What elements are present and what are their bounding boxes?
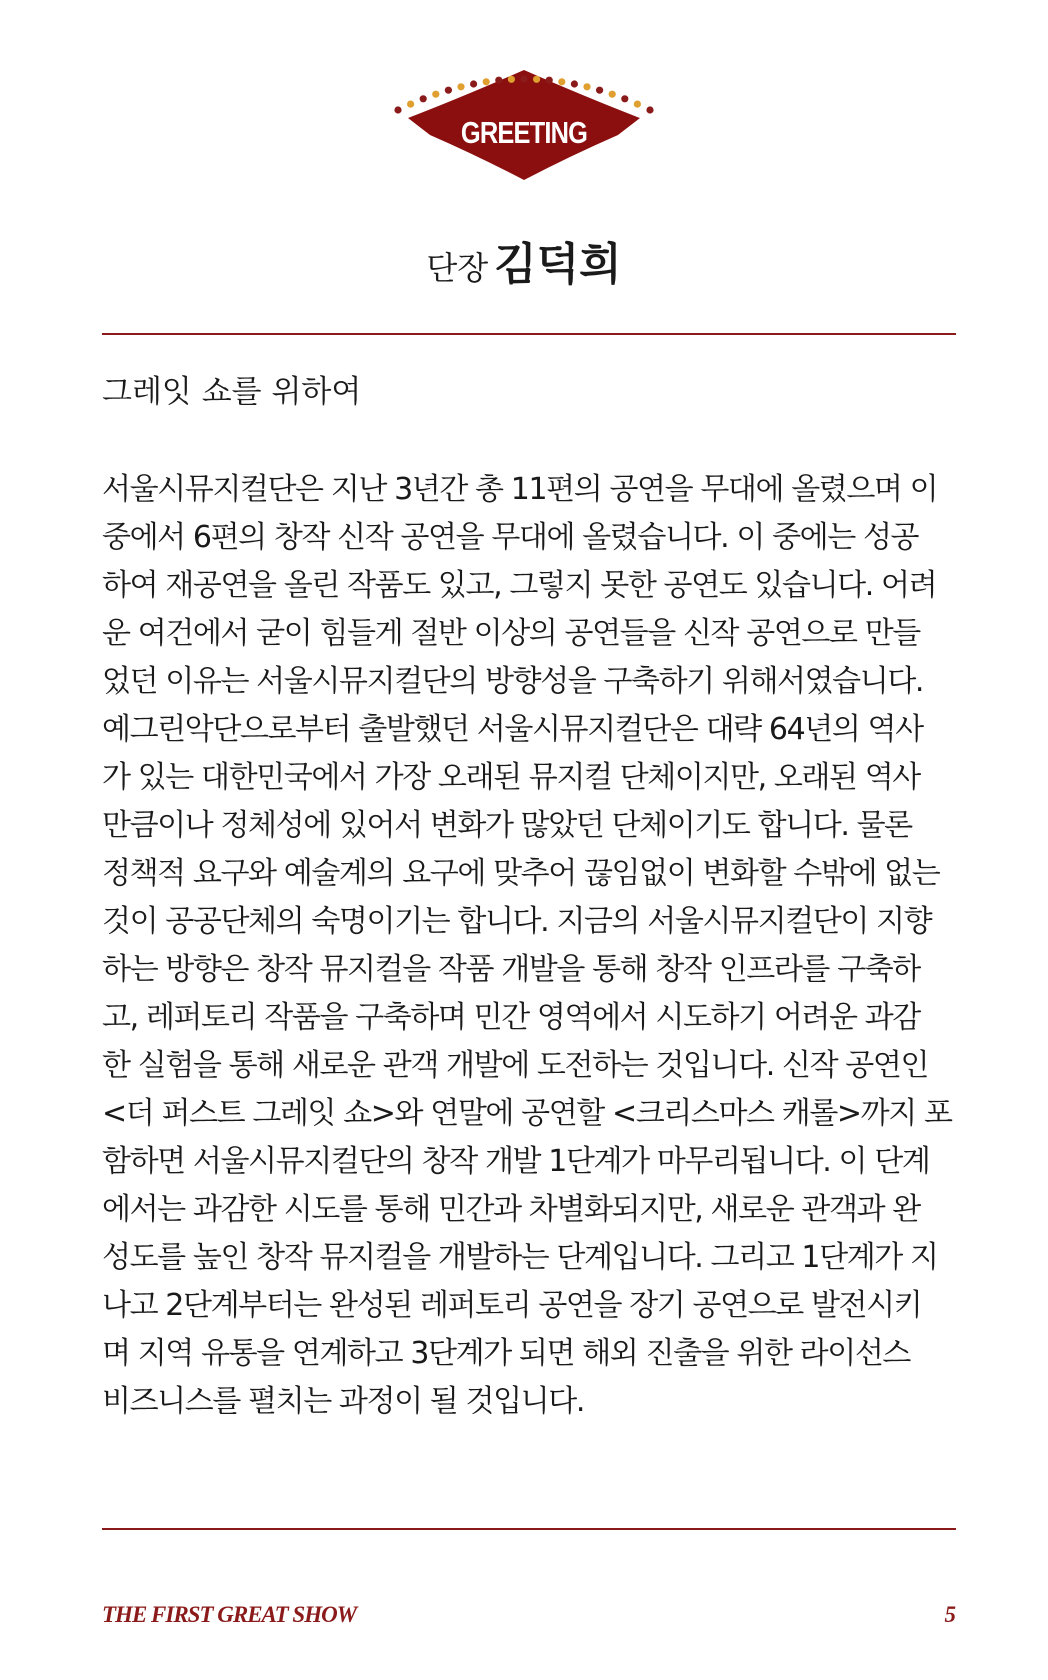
marquee-bulb <box>596 87 603 94</box>
body-line: 었던 이유는 서울시뮤지컬단의 방향성을 구축하기 위해서였습니다. <box>102 664 924 699</box>
body-line: 함하면 서울시뮤지컬단의 창작 개발 1단계가 마무리됩니다. 이 단계 <box>102 1144 930 1179</box>
body-line: 며 지역 유통을 연계하고 3단계가 되면 해외 진출을 위한 라이선스 <box>102 1336 910 1371</box>
marquee-bulb <box>508 76 515 83</box>
body-line: 중에서 6편의 창작 신작 공연을 무대에 올렸습니다. 이 중에는 성공 <box>102 520 919 555</box>
speaker-role: 단장 <box>426 249 489 287</box>
marquee-bulb <box>646 106 653 113</box>
body-line: 하여 재공연을 올린 작품도 있고, 그렇지 못한 공연도 있습니다. 어려 <box>102 568 937 603</box>
marquee-bulb <box>445 87 452 94</box>
marquee-bulb <box>546 77 553 84</box>
body-line: 정책적 요구와 예술계의 요구에 맞추어 끊임없이 변화할 수밖에 없는 <box>102 856 940 891</box>
speaker-name: 김덕희 <box>494 239 622 290</box>
body-line: 만큼이나 정체성에 있어서 변화가 많았던 단체이기도 합니다. 물론 <box>102 808 912 843</box>
article-body <box>102 466 956 1426</box>
footer-title: THE FIRST GREAT SHOW <box>102 1602 357 1627</box>
body-line: 비즈니스를 펼치는 과정이 될 것입니다. <box>102 1384 584 1419</box>
page-title <box>0 228 1048 292</box>
marquee-bulb <box>432 91 439 98</box>
body-line: 가 있는 대한민국에서 가장 오래된 뮤지컬 단체이지만, 오래된 역사 <box>102 760 920 795</box>
marquee-bulb <box>609 91 616 98</box>
body-line: 고, 레퍼토리 작품을 구축하며 민간 영역에서 시도하기 어려운 과감 <box>102 1000 920 1035</box>
marquee-bulb <box>457 83 464 90</box>
page-number: 5 <box>944 1602 956 1627</box>
marquee-bulb <box>420 95 427 102</box>
marquee-bulb <box>470 80 477 87</box>
marquee-bulb <box>621 95 628 102</box>
marquee-bulb <box>583 83 590 90</box>
body-line: 운 여건에서 굳이 힘들게 절반 이상의 공연들을 신작 공연으로 만들 <box>102 616 920 651</box>
body-line: 나고 2단계부터는 완성된 레퍼토리 공연을 장기 공연으로 발전시키 <box>102 1288 922 1323</box>
body-line: 예그린악단으로부터 출발했던 서울시뮤지컬단은 대략 64년의 역사 <box>102 712 923 747</box>
marquee-bulb <box>394 106 401 113</box>
body-line: 서울시뮤지컬단은 지난 3년간 총 11편의 공연을 무대에 올렸으며 이 <box>102 472 938 507</box>
top-divider <box>102 333 956 335</box>
marquee-bulb <box>495 77 502 84</box>
marquee-bulb <box>634 101 641 108</box>
body-line: 성도를 높인 창작 뮤지컬을 개발하는 단계입니다. 그리고 1단계가 지 <box>102 1240 938 1275</box>
article-subtitle: 그레잇 쇼를 위하여 <box>102 374 362 410</box>
marquee-bulb <box>520 75 527 82</box>
marquee-bulb <box>558 78 565 85</box>
body-line: <더 퍼스트 그레잇 쇼>와 연말에 공연할 <크리스마스 캐롤>까지 포 <box>102 1096 952 1131</box>
greeting-badge <box>390 60 658 190</box>
marquee-bulb <box>533 76 540 83</box>
marquee-bulb <box>571 80 578 87</box>
body-line: 것이 공공단체의 숙명이기는 합니다. 지금의 서울시뮤지컬단이 지향 <box>102 904 932 939</box>
marquee-bulb <box>407 101 414 108</box>
marquee-bulb <box>483 78 490 85</box>
bottom-divider <box>102 1528 956 1530</box>
badge-label: GREETING <box>460 115 588 150</box>
body-line: 하는 방향은 창작 뮤지컬을 작품 개발을 통해 창작 인프라를 구축하 <box>102 952 920 987</box>
body-line: 한 실험을 통해 새로운 관객 개발에 도전하는 것입니다. 신작 공연인 <box>102 1048 929 1083</box>
body-line: 에서는 과감한 시도를 통해 민간과 차별화되지만, 새로운 관객과 완 <box>102 1192 920 1227</box>
